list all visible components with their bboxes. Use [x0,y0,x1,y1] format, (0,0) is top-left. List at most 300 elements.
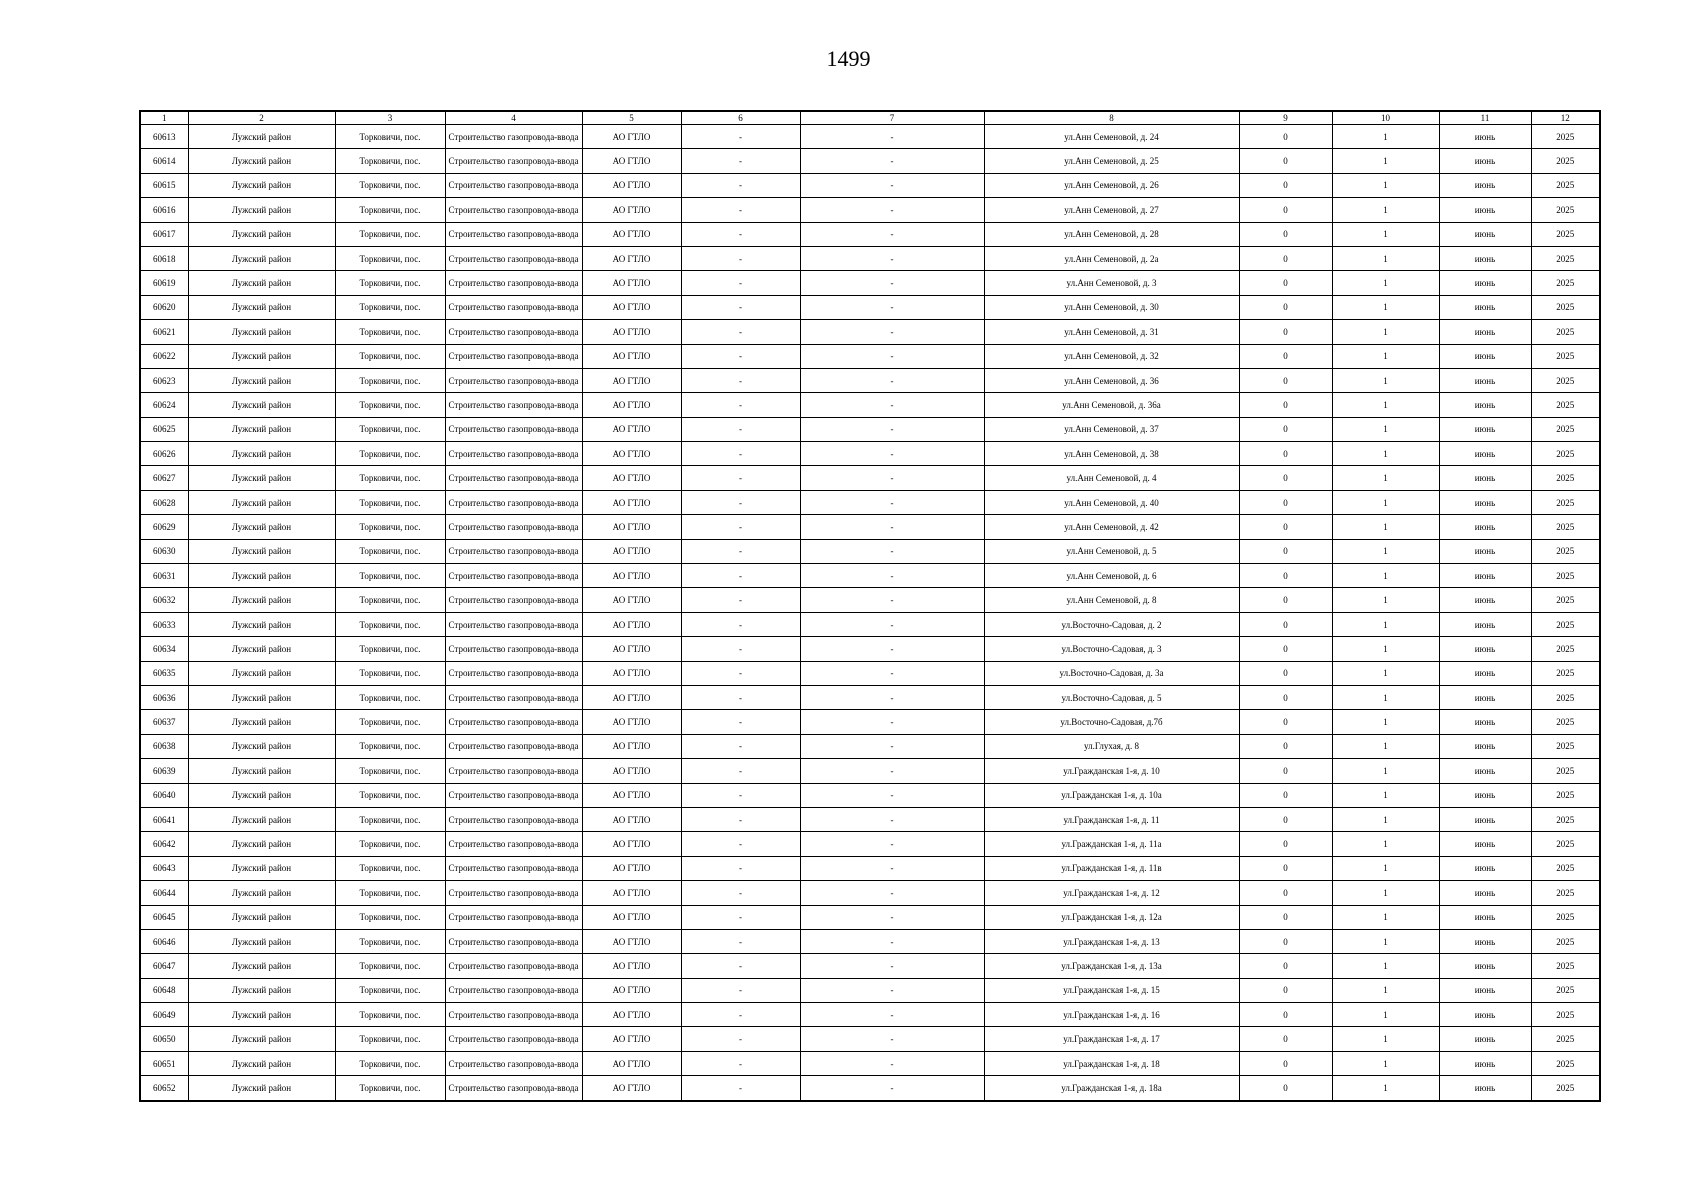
cell-address: ул.Гражданская 1-я, д. 18 [984,1051,1239,1075]
cell-col-7: - [800,1027,984,1051]
cell-district: Лужский район [188,515,335,539]
cell-address: ул.Анн Семеновой, д. 6 [984,564,1239,588]
cell-col-7: - [800,417,984,441]
cell-organization: АО ГТЛО [582,759,681,783]
cell-work-type: Строительство газопровода-ввода [445,1003,582,1027]
cell-month: июнь [1439,637,1531,661]
cell-settlement: Торковичи, пос. [335,807,445,831]
cell-col-7: - [800,490,984,514]
cell-month: июнь [1439,198,1531,222]
cell-work-type: Строительство газопровода-ввода [445,832,582,856]
cell-settlement: Торковичи, пос. [335,637,445,661]
cell-settlement: Торковичи, пос. [335,1003,445,1027]
cell-district: Лужский район [188,490,335,514]
cell-col-10: 1 [1332,564,1439,588]
cell-col-10: 1 [1332,588,1439,612]
cell-col-10: 1 [1332,344,1439,368]
table-row [140,564,1600,588]
table-row [140,734,1600,758]
cell-month: июнь [1439,759,1531,783]
column-header-6: 6 [681,111,800,125]
cell-address: ул.Анн Семеновой, д. 38 [984,442,1239,466]
table-row [140,125,1600,149]
cell-settlement: Торковичи, пос. [335,881,445,905]
cell-record-id: 60630 [140,539,188,563]
cell-record-id: 60614 [140,149,188,173]
table-row [140,759,1600,783]
cell-month: июнь [1439,1051,1531,1075]
cell-col-7: - [800,759,984,783]
cell-address: ул.Анн Семеновой, д. 31 [984,320,1239,344]
cell-col-10: 1 [1332,149,1439,173]
cell-district: Лужский район [188,393,335,417]
cell-address: ул.Анн Семеновой, д. 36а [984,393,1239,417]
column-number-header-row [140,111,1600,125]
cell-district: Лужский район [188,832,335,856]
cell-year: 2025 [1531,759,1600,783]
cell-district: Лужский район [188,417,335,441]
cell-work-type: Строительство газопровода-ввода [445,320,582,344]
cell-organization: АО ГТЛО [582,661,681,685]
cell-col-7: - [800,612,984,636]
cell-col-6: - [681,125,800,149]
cell-col-7: - [800,881,984,905]
cell-district: Лужский район [188,588,335,612]
cell-work-type: Строительство газопровода-ввода [445,125,582,149]
cell-record-id: 60648 [140,978,188,1002]
cell-month: июнь [1439,149,1531,173]
cell-col-9: 0 [1239,1027,1332,1051]
cell-record-id: 60619 [140,271,188,295]
cell-organization: АО ГТЛО [582,734,681,758]
cell-work-type: Строительство газопровода-ввода [445,417,582,441]
cell-organization: АО ГТЛО [582,612,681,636]
table-row [140,1003,1600,1027]
cell-year: 2025 [1531,442,1600,466]
cell-address: ул.Гражданская 1-я, д. 18а [984,1076,1239,1101]
cell-month: июнь [1439,466,1531,490]
cell-address: ул.Анн Семеновой, д. 28 [984,222,1239,246]
cell-col-10: 1 [1332,759,1439,783]
cell-col-6: - [681,685,800,709]
table-row [140,320,1600,344]
cell-address: ул.Восточно-Садовая, д. 3 [984,637,1239,661]
cell-organization: АО ГТЛО [582,637,681,661]
cell-district: Лужский район [188,905,335,929]
cell-record-id: 60645 [140,905,188,929]
cell-address: ул.Гражданская 1-я, д. 11в [984,856,1239,880]
cell-col-9: 0 [1239,246,1332,270]
cell-organization: АО ГТЛО [582,368,681,392]
cell-organization: АО ГТЛО [582,710,681,734]
cell-col-10: 1 [1332,271,1439,295]
cell-district: Лужский район [188,637,335,661]
cell-col-9: 0 [1239,490,1332,514]
cell-settlement: Торковичи, пос. [335,246,445,270]
cell-district: Лужский район [188,856,335,880]
cell-record-id: 60631 [140,564,188,588]
cell-col-6: - [681,173,800,197]
cell-organization: АО ГТЛО [582,490,681,514]
table-row [140,1027,1600,1051]
cell-month: июнь [1439,1076,1531,1101]
cell-work-type: Строительство газопровода-ввода [445,490,582,514]
cell-col-9: 0 [1239,1003,1332,1027]
cell-year: 2025 [1531,856,1600,880]
cell-address: ул.Анн Семеновой, д. 42 [984,515,1239,539]
cell-work-type: Строительство газопровода-ввода [445,588,582,612]
cell-year: 2025 [1531,320,1600,344]
cell-work-type: Строительство газопровода-ввода [445,393,582,417]
table-row [140,856,1600,880]
cell-address: ул.Восточно-Садовая, д. 2 [984,612,1239,636]
cell-organization: АО ГТЛО [582,954,681,978]
table-row [140,783,1600,807]
cell-month: июнь [1439,856,1531,880]
cell-record-id: 60620 [140,295,188,319]
cell-work-type: Строительство газопровода-ввода [445,295,582,319]
cell-address: ул.Анн Семеновой, д. 3 [984,271,1239,295]
cell-month: июнь [1439,783,1531,807]
table-row [140,466,1600,490]
cell-col-10: 1 [1332,442,1439,466]
cell-organization: АО ГТЛО [582,685,681,709]
column-header-1: 1 [140,111,188,125]
cell-col-7: - [800,368,984,392]
table-body [140,125,1600,1101]
cell-district: Лужский район [188,564,335,588]
cell-col-7: - [800,856,984,880]
cell-month: июнь [1439,954,1531,978]
cell-month: июнь [1439,978,1531,1002]
cell-organization: АО ГТЛО [582,1076,681,1101]
cell-col-6: - [681,734,800,758]
cell-organization: АО ГТЛО [582,783,681,807]
cell-settlement: Торковичи, пос. [335,271,445,295]
cell-settlement: Торковичи, пос. [335,685,445,709]
cell-settlement: Торковичи, пос. [335,442,445,466]
cell-work-type: Строительство газопровода-ввода [445,905,582,929]
table-row [140,173,1600,197]
cell-settlement: Торковичи, пос. [335,661,445,685]
cell-record-id: 60643 [140,856,188,880]
cell-col-6: - [681,368,800,392]
cell-col-7: - [800,246,984,270]
cell-col-7: - [800,685,984,709]
cell-col-10: 1 [1332,1076,1439,1101]
cell-address: ул.Восточно-Садовая, д. 5 [984,685,1239,709]
cell-col-6: - [681,637,800,661]
cell-address: ул.Гражданская 1-я, д. 12 [984,881,1239,905]
cell-settlement: Торковичи, пос. [335,295,445,319]
cell-record-id: 60636 [140,685,188,709]
cell-year: 2025 [1531,881,1600,905]
cell-col-6: - [681,295,800,319]
cell-address: ул.Анн Семеновой, д. 24 [984,125,1239,149]
cell-col-10: 1 [1332,881,1439,905]
cell-address: ул.Анн Семеновой, д. 4 [984,466,1239,490]
cell-col-7: - [800,637,984,661]
cell-col-7: - [800,393,984,417]
column-header-3: 3 [335,111,445,125]
cell-col-9: 0 [1239,588,1332,612]
cell-col-10: 1 [1332,978,1439,1002]
cell-col-6: - [681,271,800,295]
cell-col-10: 1 [1332,710,1439,734]
cell-col-7: - [800,271,984,295]
cell-district: Лужский район [188,368,335,392]
column-header-2: 2 [188,111,335,125]
cell-address: ул.Глухая, д. 8 [984,734,1239,758]
cell-col-6: - [681,759,800,783]
cell-year: 2025 [1531,515,1600,539]
cell-col-6: - [681,1076,800,1101]
cell-col-7: - [800,466,984,490]
cell-col-9: 0 [1239,905,1332,929]
cell-col-9: 0 [1239,564,1332,588]
table-row [140,1051,1600,1075]
cell-year: 2025 [1531,1076,1600,1101]
cell-col-7: - [800,710,984,734]
cell-col-7: - [800,515,984,539]
cell-district: Лужский район [188,978,335,1002]
cell-col-10: 1 [1332,612,1439,636]
cell-record-id: 60616 [140,198,188,222]
cell-record-id: 60627 [140,466,188,490]
cell-record-id: 60626 [140,442,188,466]
cell-col-9: 0 [1239,759,1332,783]
cell-settlement: Торковичи, пос. [335,783,445,807]
cell-record-id: 60615 [140,173,188,197]
cell-month: июнь [1439,661,1531,685]
table-row [140,588,1600,612]
table-row [140,881,1600,905]
cell-address: ул.Анн Семеновой, д. 32 [984,344,1239,368]
cell-record-id: 60647 [140,954,188,978]
cell-year: 2025 [1531,685,1600,709]
cell-col-9: 0 [1239,710,1332,734]
cell-organization: АО ГТЛО [582,856,681,880]
cell-address: ул.Анн Семеновой, д. 8 [984,588,1239,612]
cell-organization: АО ГТЛО [582,173,681,197]
cell-address: ул.Анн Семеновой, д. 30 [984,295,1239,319]
cell-year: 2025 [1531,490,1600,514]
cell-col-9: 0 [1239,661,1332,685]
cell-month: июнь [1439,539,1531,563]
cell-col-7: - [800,295,984,319]
cell-col-10: 1 [1332,954,1439,978]
cell-record-id: 60617 [140,222,188,246]
cell-record-id: 60633 [140,612,188,636]
cell-year: 2025 [1531,637,1600,661]
cell-month: июнь [1439,612,1531,636]
cell-address: ул.Анн Семеновой, д. 26 [984,173,1239,197]
cell-organization: АО ГТЛО [582,393,681,417]
cell-address: ул.Анн Семеновой, д. 25 [984,149,1239,173]
cell-col-6: - [681,783,800,807]
cell-col-10: 1 [1332,490,1439,514]
cell-settlement: Торковичи, пос. [335,344,445,368]
cell-col-7: - [800,1076,984,1101]
cell-month: июнь [1439,417,1531,441]
cell-organization: АО ГТЛО [582,222,681,246]
cell-organization: АО ГТЛО [582,198,681,222]
cell-district: Лужский район [188,881,335,905]
column-header-9: 9 [1239,111,1332,125]
cell-year: 2025 [1531,417,1600,441]
cell-col-7: - [800,807,984,831]
cell-year: 2025 [1531,125,1600,149]
table-row [140,905,1600,929]
cell-col-9: 0 [1239,393,1332,417]
cell-col-9: 0 [1239,125,1332,149]
cell-year: 2025 [1531,612,1600,636]
cell-col-6: - [681,344,800,368]
cell-col-7: - [800,125,984,149]
cell-work-type: Строительство газопровода-ввода [445,612,582,636]
cell-year: 2025 [1531,661,1600,685]
table-row [140,490,1600,514]
cell-month: июнь [1439,368,1531,392]
cell-record-id: 60629 [140,515,188,539]
cell-year: 2025 [1531,929,1600,953]
cell-record-id: 60623 [140,368,188,392]
cell-organization: АО ГТЛО [582,588,681,612]
cell-organization: АО ГТЛО [582,978,681,1002]
cell-col-6: - [681,320,800,344]
cell-year: 2025 [1531,539,1600,563]
cell-col-7: - [800,564,984,588]
cell-settlement: Торковичи, пос. [335,539,445,563]
cell-district: Лужский район [188,759,335,783]
cell-year: 2025 [1531,807,1600,831]
cell-organization: АО ГТЛО [582,417,681,441]
cell-col-10: 1 [1332,637,1439,661]
cell-year: 2025 [1531,222,1600,246]
cell-settlement: Торковичи, пос. [335,320,445,344]
cell-col-10: 1 [1332,929,1439,953]
cell-col-6: - [681,246,800,270]
cell-col-6: - [681,1003,800,1027]
cell-col-6: - [681,564,800,588]
cell-col-9: 0 [1239,612,1332,636]
cell-work-type: Строительство газопровода-ввода [445,466,582,490]
cell-col-6: - [681,466,800,490]
column-header-4: 4 [445,111,582,125]
cell-address: ул.Гражданская 1-я, д. 17 [984,1027,1239,1051]
cell-year: 2025 [1531,564,1600,588]
cell-settlement: Торковичи, пос. [335,929,445,953]
cell-work-type: Строительство газопровода-ввода [445,637,582,661]
cell-col-9: 0 [1239,978,1332,1002]
cell-district: Лужский район [188,1051,335,1075]
cell-year: 2025 [1531,734,1600,758]
cell-district: Лужский район [188,929,335,953]
cell-month: июнь [1439,1003,1531,1027]
cell-col-6: - [681,710,800,734]
table-row [140,442,1600,466]
cell-district: Лужский район [188,173,335,197]
cell-district: Лужский район [188,1027,335,1051]
column-header-12: 12 [1531,111,1600,125]
cell-month: июнь [1439,295,1531,319]
cell-work-type: Строительство газопровода-ввода [445,564,582,588]
cell-month: июнь [1439,442,1531,466]
column-header-10: 10 [1332,111,1439,125]
cell-year: 2025 [1531,588,1600,612]
cell-col-9: 0 [1239,344,1332,368]
cell-col-10: 1 [1332,320,1439,344]
cell-record-id: 60642 [140,832,188,856]
cell-record-id: 60632 [140,588,188,612]
cell-col-9: 0 [1239,198,1332,222]
cell-work-type: Строительство газопровода-ввода [445,710,582,734]
cell-month: июнь [1439,271,1531,295]
cell-settlement: Торковичи, пос. [335,759,445,783]
cell-col-10: 1 [1332,515,1439,539]
cell-settlement: Торковичи, пос. [335,417,445,441]
cell-district: Лужский район [188,1076,335,1101]
cell-col-9: 0 [1239,1076,1332,1101]
table-row [140,612,1600,636]
cell-district: Лужский район [188,612,335,636]
cell-settlement: Торковичи, пос. [335,856,445,880]
cell-work-type: Строительство газопровода-ввода [445,246,582,270]
table-row [140,832,1600,856]
cell-address: ул.Анн Семеновой, д. 2а [984,246,1239,270]
cell-month: июнь [1439,344,1531,368]
cell-month: июнь [1439,588,1531,612]
cell-col-9: 0 [1239,222,1332,246]
cell-organization: АО ГТЛО [582,929,681,953]
cell-col-6: - [681,832,800,856]
cell-address: ул.Гражданская 1-я, д. 11 [984,807,1239,831]
cell-col-10: 1 [1332,1027,1439,1051]
cell-col-6: - [681,539,800,563]
cell-col-6: - [681,198,800,222]
cell-col-6: - [681,612,800,636]
cell-address: ул.Гражданская 1-я, д. 10а [984,783,1239,807]
cell-col-9: 0 [1239,856,1332,880]
cell-col-6: - [681,905,800,929]
cell-district: Лужский район [188,807,335,831]
table-row [140,954,1600,978]
cell-col-7: - [800,222,984,246]
cell-district: Лужский район [188,295,335,319]
cell-address: ул.Гражданская 1-я, д. 15 [984,978,1239,1002]
cell-district: Лужский район [188,125,335,149]
cell-settlement: Торковичи, пос. [335,368,445,392]
table-row [140,515,1600,539]
cell-work-type: Строительство газопровода-ввода [445,856,582,880]
cell-settlement: Торковичи, пос. [335,588,445,612]
cell-record-id: 60622 [140,344,188,368]
cell-col-10: 1 [1332,246,1439,270]
cell-col-9: 0 [1239,320,1332,344]
cell-organization: АО ГТЛО [582,905,681,929]
cell-settlement: Торковичи, пос. [335,1027,445,1051]
cell-work-type: Строительство газопровода-ввода [445,807,582,831]
cell-col-6: - [681,490,800,514]
cell-col-7: - [800,539,984,563]
cell-record-id: 60644 [140,881,188,905]
cell-work-type: Строительство газопровода-ввода [445,783,582,807]
cell-work-type: Строительство газопровода-ввода [445,759,582,783]
cell-col-10: 1 [1332,466,1439,490]
cell-organization: АО ГТЛО [582,881,681,905]
cell-col-10: 1 [1332,856,1439,880]
cell-district: Лужский район [188,685,335,709]
